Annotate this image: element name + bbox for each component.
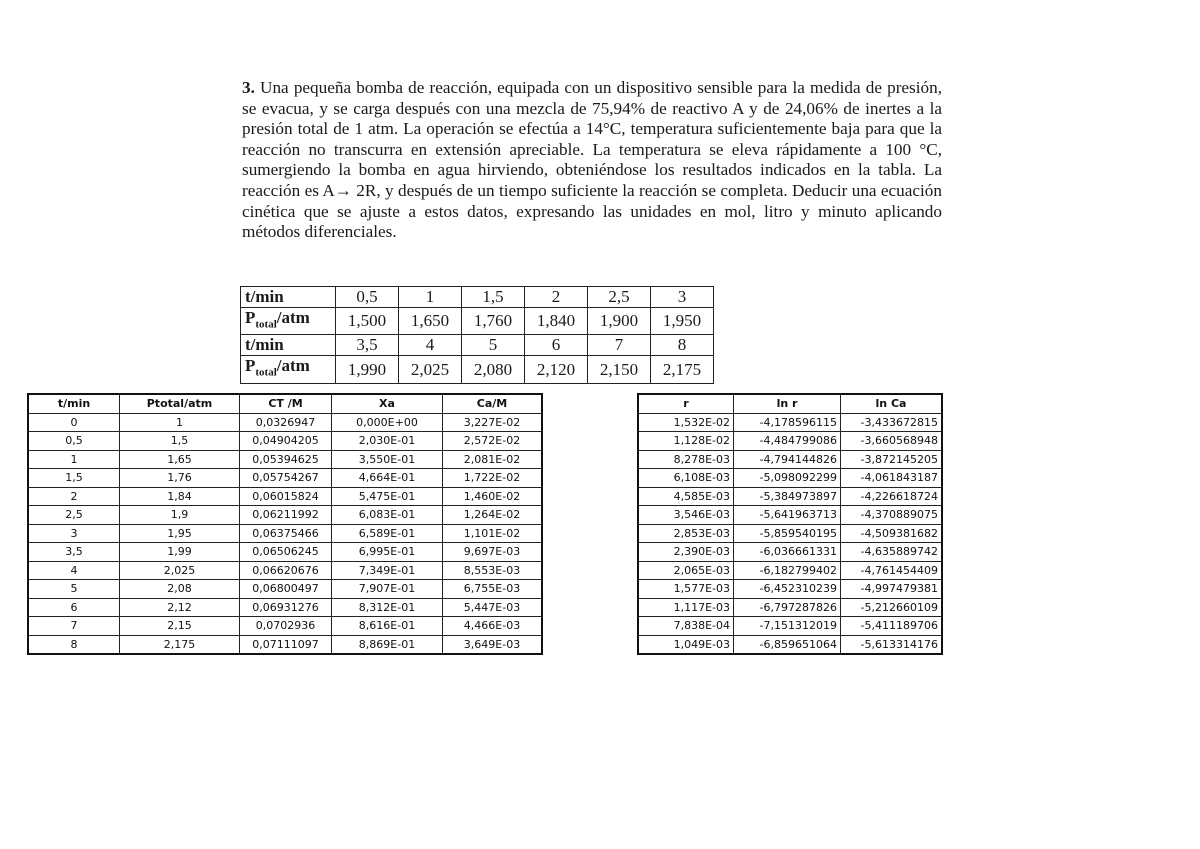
t-value: 5 xyxy=(462,335,525,356)
table-cell: -6,452310239 xyxy=(734,580,841,599)
p-label: $P_{total}$/atm xyxy=(241,356,336,383)
table-cell: -4,997479381 xyxy=(841,580,943,599)
table-cell: 1,76 xyxy=(120,469,240,488)
table-cell: 2,081E-02 xyxy=(443,450,543,469)
table-cell: 0,06375466 xyxy=(240,524,332,543)
table-cell: 0,0702936 xyxy=(240,617,332,636)
table-cell: 2,030E-01 xyxy=(332,432,443,451)
table-row xyxy=(638,487,942,506)
t-value: 8 xyxy=(651,335,714,356)
table-cell: -4,178596115 xyxy=(734,413,841,432)
table-cell: 3,649E-03 xyxy=(443,635,543,654)
t-value: 0,5 xyxy=(336,287,399,308)
header-row xyxy=(638,394,942,413)
table-cell: 2,065E-03 xyxy=(638,561,734,580)
table-cell: 4 xyxy=(28,561,120,580)
column-header: t/min xyxy=(28,394,120,413)
table-row xyxy=(638,617,942,636)
table-cell: 0,06931276 xyxy=(240,598,332,617)
table-cell: 3,227E-02 xyxy=(443,413,543,432)
table-cell: 8,869E-01 xyxy=(332,635,443,654)
column-header: ln r xyxy=(734,394,841,413)
table-row xyxy=(638,413,942,432)
p-value: 2,120 xyxy=(525,356,588,383)
table-row xyxy=(638,524,942,543)
table-cell: 0,06211992 xyxy=(240,506,332,525)
table-cell: 1,577E-03 xyxy=(638,580,734,599)
table-cell: 7 xyxy=(28,617,120,636)
p-value: 1,760 xyxy=(462,308,525,335)
table-cell: 2 xyxy=(28,487,120,506)
table-cell: 6 xyxy=(28,598,120,617)
table-cell: 1,117E-03 xyxy=(638,598,734,617)
table-cell: 8 xyxy=(28,635,120,654)
table-cell: 0,06506245 xyxy=(240,543,332,562)
table-cell: -5,384973897 xyxy=(734,487,841,506)
table-row xyxy=(28,635,542,654)
table-cell: -5,613314176 xyxy=(841,635,943,654)
t-label: t/min xyxy=(241,335,336,356)
table-cell: 8,278E-03 xyxy=(638,450,734,469)
t-value: 4 xyxy=(399,335,462,356)
table-row xyxy=(241,308,714,335)
table-cell: 0,000E+00 xyxy=(332,413,443,432)
table-cell: 2,025 xyxy=(120,561,240,580)
table-cell: -5,859540195 xyxy=(734,524,841,543)
table-cell: 0,06800497 xyxy=(240,580,332,599)
table-cell: 5,447E-03 xyxy=(443,598,543,617)
t-value: 2,5 xyxy=(588,287,651,308)
table-cell: -5,411189706 xyxy=(841,617,943,636)
column-header: Ca/M xyxy=(443,394,543,413)
column-header: r xyxy=(638,394,734,413)
table-row xyxy=(638,580,942,599)
table-cell: -4,226618724 xyxy=(841,487,943,506)
t-value: 6 xyxy=(525,335,588,356)
table-cell: 8,312E-01 xyxy=(332,598,443,617)
table-cell: 0,05754267 xyxy=(240,469,332,488)
table-cell: 3,5 xyxy=(28,543,120,562)
table-cell: -6,036661331 xyxy=(734,543,841,562)
table-cell: 2,12 xyxy=(120,598,240,617)
t-label: t/min xyxy=(241,287,336,308)
table-cell: -4,484799086 xyxy=(734,432,841,451)
table-cell: 2,390E-03 xyxy=(638,543,734,562)
table-cell: -4,370889075 xyxy=(841,506,943,525)
p-value: 1,990 xyxy=(336,356,399,383)
table-cell: 0 xyxy=(28,413,120,432)
table-cell: 3 xyxy=(28,524,120,543)
t-value: 1 xyxy=(399,287,462,308)
table-cell: 1,532E-02 xyxy=(638,413,734,432)
table-cell: 1,65 xyxy=(120,450,240,469)
table-cell: -3,872145205 xyxy=(841,450,943,469)
table-cell: -4,061843187 xyxy=(841,469,943,488)
problem-number: 3. xyxy=(242,78,255,97)
p-value: 1,840 xyxy=(525,308,588,335)
rate-table xyxy=(637,393,943,655)
table-cell: 2,15 xyxy=(120,617,240,636)
table-cell: 7,907E-01 xyxy=(332,580,443,599)
table-cell: 3,546E-03 xyxy=(638,506,734,525)
table-row xyxy=(241,287,714,308)
table-cell: 0,06015824 xyxy=(240,487,332,506)
table-row xyxy=(28,543,542,562)
table-row xyxy=(28,524,542,543)
t-value: 7 xyxy=(588,335,651,356)
table-cell: 1,99 xyxy=(120,543,240,562)
p-value: 2,025 xyxy=(399,356,462,383)
table-cell: 0,06620676 xyxy=(240,561,332,580)
table-cell: 6,108E-03 xyxy=(638,469,734,488)
table-cell: 2,853E-03 xyxy=(638,524,734,543)
p-value: 2,080 xyxy=(462,356,525,383)
table-row xyxy=(638,469,942,488)
table-cell: 6,083E-01 xyxy=(332,506,443,525)
problem-statement xyxy=(242,78,942,243)
column-header: Xa xyxy=(332,394,443,413)
problem-text: Una pequeña bomba de reacción, equipada con un dispositivo sensible para la medida de presión, se evacua, y se carga después con una mezcla de 75,94% de reactivo A y de 24,06% de inertes a la presión total de 1 atm. La operación se efectúa a 14°C, temperatura suficientemente baja para que la reacción no transcurra en extensión apreciable. La temperatura se eleva rápidamente a 100 °C, sumergiendo la bomba en agua hirviendo, obteniéndose los resultados indicados en la tabla. La reacción es A→ 2R, y después de un tiempo suficiente la reacción se completa. Deducir una ecuación cinética que se ajuste a estos datos, expresando las unidades en mol, litro y minuto aplicando métodos diferenciales. xyxy=(242,78,942,242)
table-cell: 2,175 xyxy=(120,635,240,654)
p-value: 1,500 xyxy=(336,308,399,335)
table-cell: 6,589E-01 xyxy=(332,524,443,543)
table-cell: 1,95 xyxy=(120,524,240,543)
table-cell: 1,84 xyxy=(120,487,240,506)
table-cell: 1,9 xyxy=(120,506,240,525)
table-row xyxy=(28,432,542,451)
header-row xyxy=(28,394,542,413)
p-value: 1,900 xyxy=(588,308,651,335)
table-cell: -6,859651064 xyxy=(734,635,841,654)
concentration-table xyxy=(27,393,543,655)
table-row xyxy=(638,561,942,580)
table-cell: 4,664E-01 xyxy=(332,469,443,488)
table-cell: -4,635889742 xyxy=(841,543,943,562)
table-cell: 1,5 xyxy=(120,432,240,451)
table-cell: 8,553E-03 xyxy=(443,561,543,580)
table-cell: 1,264E-02 xyxy=(443,506,543,525)
table-cell: -7,151312019 xyxy=(734,617,841,636)
table-cell: -5,212660109 xyxy=(841,598,943,617)
table-cell: 6,755E-03 xyxy=(443,580,543,599)
table-cell: 5 xyxy=(28,580,120,599)
column-header: CT /M xyxy=(240,394,332,413)
table-row xyxy=(28,506,542,525)
table-cell: 0,5 xyxy=(28,432,120,451)
table-cell: 1,460E-02 xyxy=(443,487,543,506)
table-cell: -4,794144826 xyxy=(734,450,841,469)
column-header: Ptotal/atm xyxy=(120,394,240,413)
table-cell: 0,0326947 xyxy=(240,413,332,432)
column-header: ln Ca xyxy=(841,394,943,413)
table-cell: 0,05394625 xyxy=(240,450,332,469)
table-cell: 9,697E-03 xyxy=(443,543,543,562)
table-cell: 7,349E-01 xyxy=(332,561,443,580)
table-row xyxy=(28,561,542,580)
table-row xyxy=(638,635,942,654)
table-cell: 6,995E-01 xyxy=(332,543,443,562)
table-cell: 3,550E-01 xyxy=(332,450,443,469)
table-cell: 1,049E-03 xyxy=(638,635,734,654)
table-cell: -3,433672815 xyxy=(841,413,943,432)
table-cell: 2,5 xyxy=(28,506,120,525)
t-value: 3,5 xyxy=(336,335,399,356)
p-value: 1,650 xyxy=(399,308,462,335)
table-cell: 1,722E-02 xyxy=(443,469,543,488)
t-value: 3 xyxy=(651,287,714,308)
table-cell: 0,07111097 xyxy=(240,635,332,654)
t-value: 1,5 xyxy=(462,287,525,308)
table-cell: 4,585E-03 xyxy=(638,487,734,506)
table-row xyxy=(241,335,714,356)
table-row xyxy=(28,617,542,636)
table-row xyxy=(638,506,942,525)
table-cell: -4,761454409 xyxy=(841,561,943,580)
table-cell: 1,128E-02 xyxy=(638,432,734,451)
table-cell: 1 xyxy=(28,450,120,469)
table-row xyxy=(28,598,542,617)
problem-data-table xyxy=(240,286,714,384)
table-row xyxy=(638,598,942,617)
table-cell: 5,475E-01 xyxy=(332,487,443,506)
table-cell: 1 xyxy=(120,413,240,432)
table-cell: -5,641963713 xyxy=(734,506,841,525)
table-cell: 8,616E-01 xyxy=(332,617,443,636)
table-cell: 4,466E-03 xyxy=(443,617,543,636)
table-row xyxy=(638,450,942,469)
table-cell: 0,04904205 xyxy=(240,432,332,451)
table-cell: -6,182799402 xyxy=(734,561,841,580)
p-value: 1,950 xyxy=(651,308,714,335)
table-cell: 2,08 xyxy=(120,580,240,599)
table-row xyxy=(241,356,714,383)
table-cell: 2,572E-02 xyxy=(443,432,543,451)
table-row xyxy=(28,413,542,432)
table-row xyxy=(28,469,542,488)
p-label: $P_{total}$/atm xyxy=(241,308,336,335)
table-row xyxy=(28,450,542,469)
table-row xyxy=(638,543,942,562)
table-cell: -4,509381682 xyxy=(841,524,943,543)
table-row xyxy=(28,487,542,506)
t-value: 2 xyxy=(525,287,588,308)
table-cell: 1,101E-02 xyxy=(443,524,543,543)
table-row xyxy=(638,432,942,451)
table-cell: -6,797287826 xyxy=(734,598,841,617)
table-cell: -5,098092299 xyxy=(734,469,841,488)
p-value: 2,150 xyxy=(588,356,651,383)
p-value: 2,175 xyxy=(651,356,714,383)
table-cell: -3,660568948 xyxy=(841,432,943,451)
table-cell: 7,838E-04 xyxy=(638,617,734,636)
table-row xyxy=(28,580,542,599)
table-cell: 1,5 xyxy=(28,469,120,488)
